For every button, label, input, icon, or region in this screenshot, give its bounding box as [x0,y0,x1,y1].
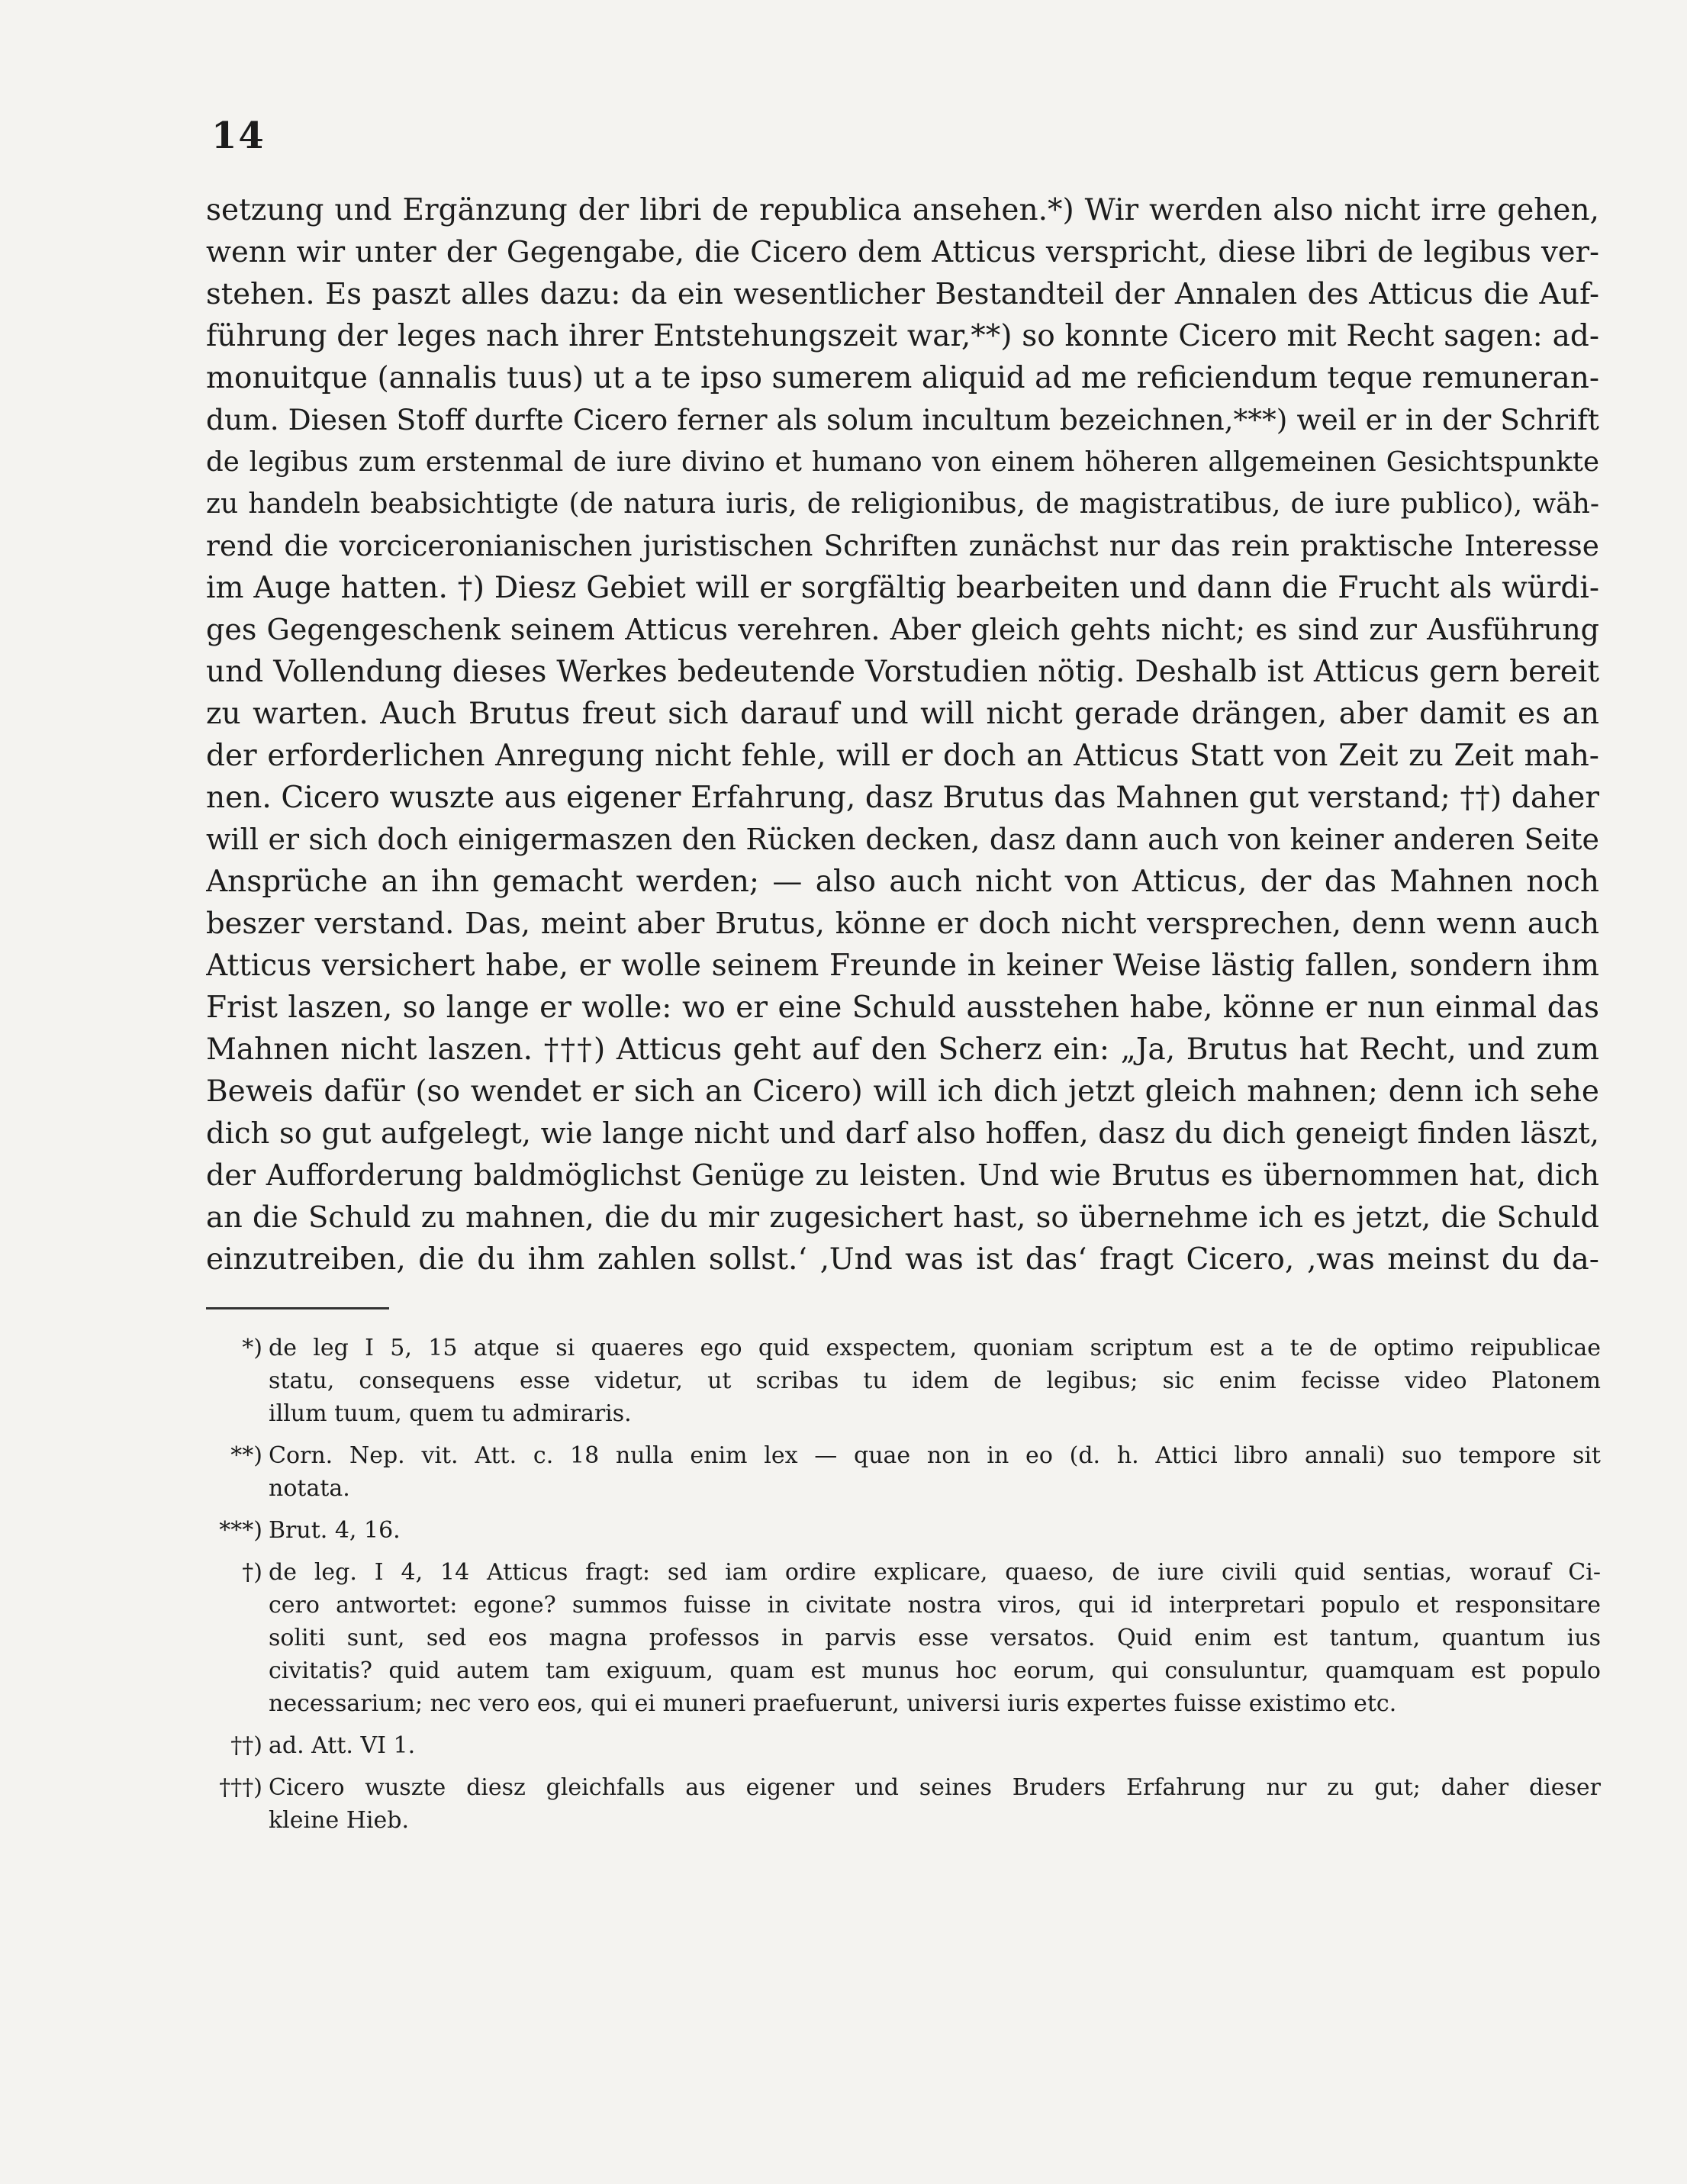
footnote-line: civitatis? quid autem tam exiguum, quam est munus hoc eorum, qui consuluntur, quamquam est populo [269,1657,1601,1684]
body-line: zu warten. Auch Brutus freut sich darauf und will nicht gerade drängen, aber damit es an [206,697,1599,731]
footnotes [200,1332,1601,1846]
body-line: im Auge hatten. †) Diesz Gebiet will er sorgfältig bearbeiten und dann die Frucht als würdi- [206,571,1599,605]
footnote-line: notata. [269,1475,350,1502]
body-line: stehen. Es paszt alles dazu: da ein wesentlicher Bestandteil der Annalen des Atticus die Auf- [206,277,1599,311]
footnote [200,1439,1601,1505]
body-line: rend die vorciceronianischen juristischen Schriften zunächst nur das rein praktische Interesse [206,529,1599,562]
body-line: einzutreiben, die du ihm zahlen sollst.‘ ‚Und was ist das‘ fragt Cicero, ‚was meinst du da- [206,1242,1599,1277]
footnote-separator [206,1307,389,1309]
body-line: der erforderlichen Anregung nicht fehle, will er doch an Atticus Statt von Zeit zu Zeit mah- [206,739,1599,773]
footnote-line: necessarium; nec vero eos, qui ei muneri praefuerunt, universi iuris expertes fuisse existimo etc. [269,1690,1397,1717]
footnote-line: kleine Hieb. [269,1807,409,1834]
body-line: und Vollendung dieses Werkes bedeutende Vorstudien nötig. Deshalb ist Atticus gern bereit [206,655,1599,689]
footnote-line: statu, consequens esse videtur, ut scribas tu idem de legibus; sic enim fecisse video Platonem [269,1367,1601,1394]
footnote-mark: †††) [219,1774,262,1801]
page-number: 14 [211,114,266,157]
body-line: zu handeln beabsichtigte (de natura iuris, de religionibus, de magistratibus, de iure publico), wäh- [206,488,1599,520]
body-line: führung der leges nach ihrer Entstehungszeit war,**) so konnte Cicero mit Recht sagen: ad- [206,319,1599,353]
footnote [200,1514,1601,1547]
footnote-line: Brut. 4, 16. [269,1517,401,1544]
body-line: beszer verstand. Das, meint aber Brutus, könne er doch nicht versprechen, denn wenn auch [206,907,1599,941]
body-line: dum. Diesen Stoff durfte Cicero ferner als solum incultum bezeichnen,***) weil er in der Schrift [206,403,1599,436]
body-line: ges Gegengeschenk seinem Atticus verehren. Aber gleich gehts nicht; es sind zur Ausführung [206,613,1599,646]
footnote [200,1332,1601,1430]
body-line: will er sich doch einigermaszen den Rücken decken, dasz dann auch von keiner anderen Seite [206,823,1599,856]
footnote-line: Cicero wuszte diesz gleichfalls aus eigener und seines Bruders Erfahrung nur zu gut; daher dieser [269,1774,1601,1801]
body-line: setzung und Ergänzung der libri de republica ansehen.*) Wir werden also nicht irre gehen, [206,193,1599,227]
footnote-line: cero antwortet: egone? summos fuisse in civitate nostra viros, qui id interpretari populo et responsitare [269,1592,1601,1619]
footnote-mark: *) [242,1335,262,1361]
footnote-mark: ††) [230,1732,262,1759]
body-line: Beweis dafür (so wendet er sich an Cicero) will ich dich jetzt gleich mahnen; denn ich sehe [206,1074,1599,1109]
footnote-mark: †) [242,1559,262,1586]
body-line: Ansprüche an ihn gemacht werden; — also auch nicht von Atticus, der das Mahnen noch [206,865,1599,899]
footnote [200,1556,1601,1720]
footnote-mark: **) [230,1442,262,1469]
body-line: Atticus versichert habe, er wolle seinem Freunde in keiner Weise lästig fallen, sondern ihm [206,949,1599,983]
body-line: Frist laszen, so lange er wolle: wo er eine Schuld ausstehen habe, könne er nun einmal das [206,991,1599,1025]
footnote [200,1729,1601,1762]
body-line: dich so gut aufgelegt, wie lange nicht und darf also hoffen, dasz du dich geneigt finden läszt, [206,1116,1599,1151]
body-text [206,189,1599,1280]
body-line: de legibus zum erstenmal de iure divino et humano von einem höheren allgemeinen Gesichtspunkte [206,446,1599,478]
body-line: nen. Cicero wuszte aus eigener Erfahrung, dasz Brutus das Mahnen gut verstand; ††) daher [206,781,1599,815]
footnote-line: de leg I 5, 15 atque si quaeres ego quid exspectem, quoniam scriptum est a te de optimo reipublicae [269,1335,1601,1361]
body-line: monuitque (annalis tuus) ut a te ipso sumerem aliquid ad me reficiendum teque remuneran- [206,361,1599,395]
body-line: an die Schuld zu mahnen, die du mir zugesichert hast, so übernehme ich es jetzt, die Schuld [206,1200,1599,1235]
footnote-line: de leg. I 4, 14 Atticus fragt: sed iam ordire explicare, quaeso, de iure civili quid sentias, worauf Ci- [269,1559,1601,1586]
footnote-line: soliti sunt, sed eos magna professos in parvis esse versatos. Quid enim est tantum, quantum ius [269,1625,1601,1651]
body-line: wenn wir unter der Gegengabe, die Cicero dem Atticus verspricht, diese libri de legibus ver- [206,235,1599,269]
footnote-line: illum tuum, quem tu admiraris. [269,1400,632,1427]
body-line: Mahnen nicht laszen. †††) Atticus geht auf den Scherz ein: „Ja, Brutus hat Recht, und zum [206,1032,1599,1067]
footnote-line: Corn. Nep. vit. Att. c. 18 nulla enim lex — quae non in eo (d. h. Attici libro annali) suo tempore sit [269,1442,1601,1469]
body-line: der Aufforderung baldmöglichst Genüge zu leisten. Und wie Brutus es übernommen hat, dich [206,1158,1599,1192]
footnote [200,1771,1601,1837]
footnote-mark: ***) [219,1517,262,1544]
footnote-line: ad. Att. VI 1. [269,1732,416,1759]
